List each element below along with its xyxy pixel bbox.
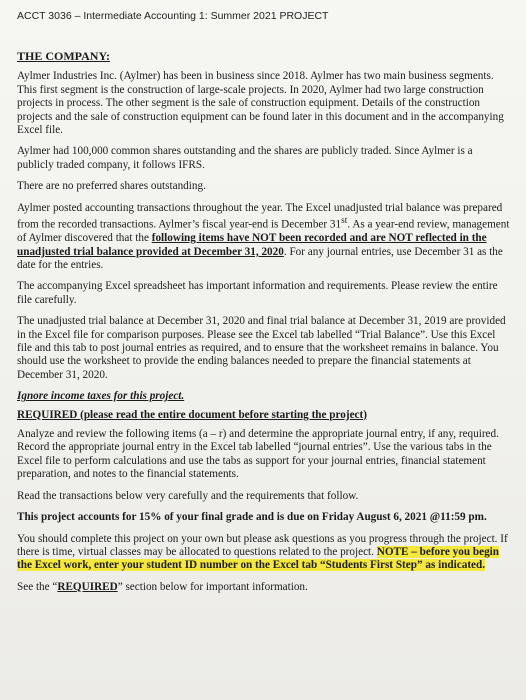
p5-required-link-text: REQUIRED <box>57 580 118 593</box>
p4-text-b: . As a year-end review, management of Aylmer discovered that the <box>17 218 510 245</box>
p4-body-text: You should complete this project on your own but please ask questions as you progress through the project. If there is time, virtual classes may be allocated to questions related to the project. <box>17 532 508 558</box>
page-header: ACCT 3036 – Intermediate Accounting 1: Summer 2021 PROJECT <box>17 10 329 22</box>
p4-text-c: . For any journal entries, use December 31 as the date for the entries. <box>17 245 503 272</box>
ignore-taxes-note: Ignore income taxes for this project. <box>17 390 185 403</box>
p5-text-b: ” section below for important information. <box>117 580 308 593</box>
company-paragraph-6: The unadjusted trial balance at December 31, 2020 and final trial balance at December 31, 2019 are provided in the Excel file for comparison purposes. Please see the Excel tab labelled “Trial Balance”. Use this Excel file and this tab to post journal entries as required, and to ensure that the worksheet remains in balance. You should use the worksheet to provide the ending balances needed to prepare the financial statements at December 31, 2020. <box>17 315 506 381</box>
company-heading: THE COMPANY: <box>17 49 110 63</box>
company-paragraph-4 <box>17 202 511 273</box>
p5-text-a: See the “ <box>17 580 58 593</box>
company-paragraph-3: There are no preferred shares outstanding. <box>17 180 206 193</box>
p4-superscript: st <box>341 216 348 227</box>
company-paragraph-5: The accompanying Excel spreadsheet has important information and requirements. Please review the entire file carefully. <box>17 280 498 306</box>
p4-text-a: Aylmer posted accounting transactions throughout the year. The Excel unadjusted trial balance was prepared from the recorded transactions. Aylmer’s fiscal year-end is December 31 <box>17 201 503 231</box>
required-heading: REQUIRED (please read the entire document before starting the project) <box>17 408 367 421</box>
company-paragraph-1: Aylmer Industries Inc. (Aylmer) has been in business since 2018. Aylmer has two main business segments. This first segment is the construction of large-scale projects. In 2020, Aylmer had two large construction projects in process. The other segment is the sale of construction equipment. Details of the construction projects and the sale of construction equipment can be found later in this document and in the accompanying Excel file. <box>17 70 504 137</box>
required-paragraph-4 <box>17 533 511 573</box>
company-paragraph-2: Aylmer had 100,000 common shares outstanding and the shares are publicly traded. Since Aylmer is a publicly traded company, it follows IFRS. <box>17 145 473 171</box>
due-date-paragraph: This project accounts for 15% of your final grade and is due on Friday August 6, 2021 @11:59 pm. <box>17 511 487 524</box>
document-body <box>17 50 511 602</box>
required-paragraph-5 <box>17 581 511 594</box>
p4-underlined-text: following items have NOT been recorded and are NOT reflected in the unadjusted trial balance provided at December 31, 2020 <box>17 232 487 258</box>
required-paragraph-2: Read the transactions below very carefully and the requirements that follow. <box>17 489 359 502</box>
required-paragraph-1: Analyze and review the following items (a – r) and determine the appropriate journal entry, if any, required. Record the appropriate journal entry in the Excel tab labelled “journal entries”. Use the various tabs in the Excel file to perform calculations and use the tabs as support for your journal entries, financial statement preparation, and notes to the financial statements. <box>17 428 499 481</box>
highlighted-note: NOTE – before you begin the Excel work, enter your student ID number on the Excel tab “Students First Step” as indicated. <box>17 545 499 572</box>
